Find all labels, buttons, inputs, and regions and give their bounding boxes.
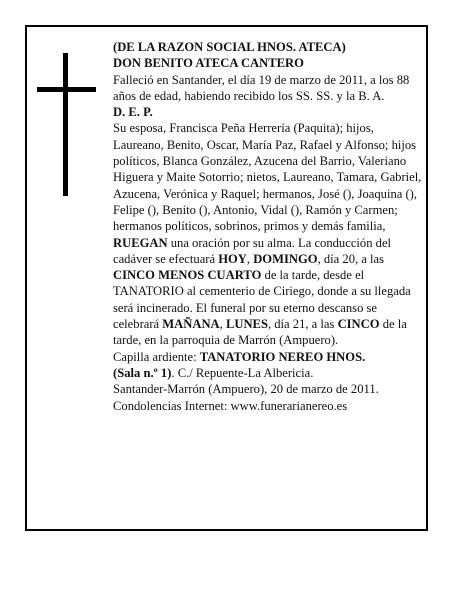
place-date: Santander-Marrón (Ampuero), 20 de marzo de 2011. <box>113 382 379 397</box>
cross-icon-horizontal <box>37 87 96 92</box>
company-line: (DE LA RAZON SOCIAL HNOS. ATECA) <box>113 40 346 54</box>
chapel-info: Capilla ardiente: TANATORIO NEREO HNOS. (Sala n.º 1). C./ Repuente-La Albericia. <box>113 349 366 380</box>
dep-line: D. E. P. <box>113 105 153 120</box>
obituary-text <box>113 39 423 414</box>
cross-icon-vertical <box>63 53 68 196</box>
family-list: Su esposa, Francisca Peña Herrería (Paquita); hijos, Laureano, Benito, Oscar, María Paz, Rafael y Alfonso; hijos políticos, Blanca González, Azucena del Barrio, Valeriano Higuera y Maite Sotorrio; nietos, Laureano, Tamara, Gabriel, Azucena, Verónica y Raquel; hermanos, José (), Joaquina (), Felipe (), Benito (), Antonio, Vidal (), Ramón y Carmen; hermanos políticos, sobrinos, primos y demás familia, <box>113 121 422 234</box>
death-info: Falleció en Santander, el día 19 de marzo de 2011, a los 88 años de edad, habiendo recibido los SS. SS. y la B. A. <box>113 72 410 103</box>
condolences-line: Condolencias Internet: www.funerarianereo.es <box>113 398 348 413</box>
ceremony-info: RUEGAN una oración por su alma. La conducción del cadáver se efectuará HOY, DOMINGO, día 20, a las CINCO MENOS CUARTO de la tarde, desde el TANATORIO al cementerio de Ciriego, donde a su llegada será incinerado. El funeral por su eterno descanso se celebrará MAÑANA, LUNES, día 21, a las CINCO de la tarde, en la parroquia de Marrón (Ampuero). <box>113 235 411 348</box>
deceased-name: DON BENITO ATECA CANTERO <box>113 56 304 71</box>
